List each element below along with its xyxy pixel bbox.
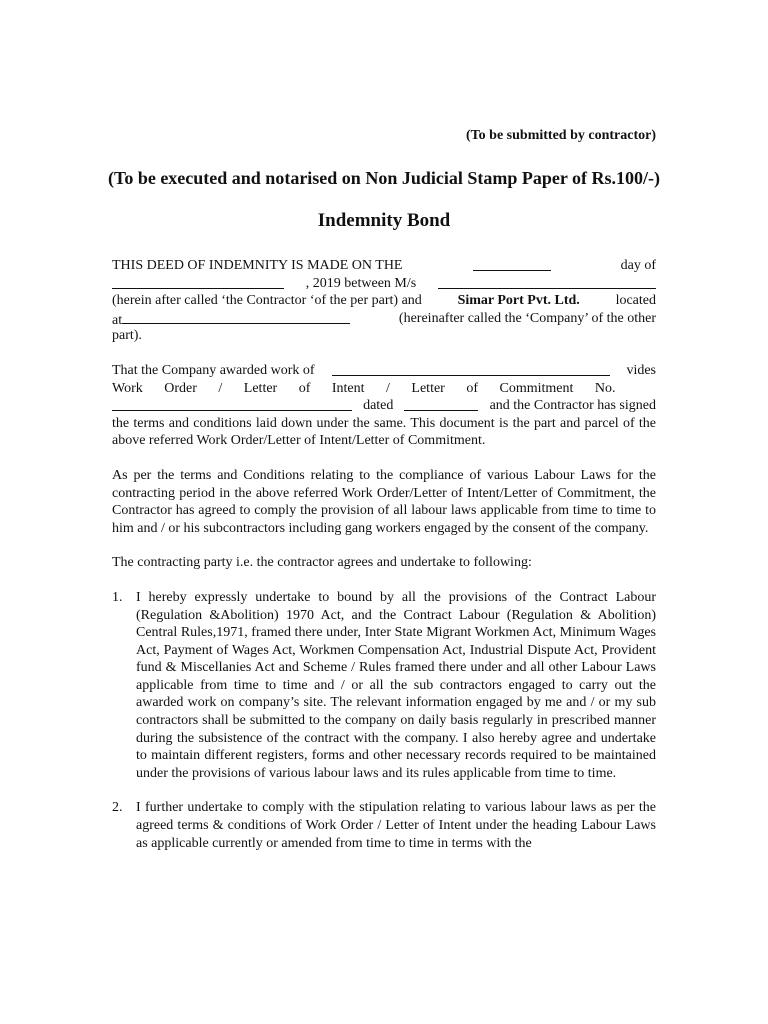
award-dated: dated	[363, 398, 394, 414]
award-paragraph	[112, 362, 656, 450]
deed-line-2: , 2019 between M/s	[305, 275, 417, 291]
deed-line-5: part).	[112, 328, 142, 344]
year-blank	[112, 275, 284, 289]
award-line-2: Work Order / Letter of Intent / Letter of Commitment No.	[112, 380, 616, 396]
clause-item	[112, 589, 656, 783]
award-vides: vides	[626, 362, 656, 378]
deed-line-3: (herein after called ‘the Contractor ‘of the per part) and	[112, 293, 422, 309]
award-rest: the terms and conditions laid down under the same. This document is the part and parcel of the above referred Work Order/Letter of Intent/Letter of Commitment.	[112, 415, 656, 449]
deed-line-1: THIS DEED OF INDEMNITY IS MADE ON THE	[112, 258, 403, 273]
order-number-blank	[112, 397, 352, 411]
contractor-name-blank	[438, 275, 656, 289]
undertake-paragraph: The contracting party i.e. the contractor agrees and undertake to following:	[112, 555, 532, 571]
award-line-1: That the Company awarded work of	[112, 362, 315, 378]
document-title: Indemnity Bond	[317, 210, 451, 231]
undertaking-clauses	[112, 589, 656, 852]
document-body	[112, 257, 656, 869]
stamp-paper-note: (To be executed and notarised on Non Judicial Stamp Paper of Rs.100/-)	[107, 168, 661, 188]
award-signed: and the Contractor has signed	[489, 398, 656, 414]
deed-located: located	[615, 293, 656, 309]
clause-number: 2.	[112, 800, 123, 816]
clause-item	[112, 799, 656, 852]
deed-day-of: day of	[620, 258, 656, 273]
company-name: Simar Port Pvt. Ltd.	[457, 293, 580, 309]
address-blank	[122, 310, 350, 324]
clause-number: 1.	[112, 589, 123, 605]
clause-text: I hereby expressly undertake to bound by all the provisions of the Contract Labour (Regulation &Abolition) 1970 Act, and the Contract Labour (Regulation & Abolition) Central Rules,1971, framed there under, Inter State Migrant Workmen Act, Minimum Wages Act, Payment of Wages Act, Workmen Compensation Act, Industrial Dispute Act, Provident fund & Miscellanies Act and Scheme / Rules framed there under and all other Labour Laws applicable from time to time and / or all the sub contractors engaged to carry out the awarded work on company’s site. The relevant information engaged by me and / or my sub contractors shall be submitted to the company on daily basis regularly in prescribed manner during the subsistence of the contract with the company. I also hereby agree and undertake to maintain different registers, forms and other necessary records required to be maintained under the provisions of various labour laws and its rules applicable from time to time.	[136, 589, 656, 781]
deed-line-4: (hereinafter called the ‘Company’ of the other	[398, 310, 656, 326]
date-blank	[473, 257, 551, 271]
deed-paragraph	[112, 257, 656, 345]
order-date-blank	[404, 397, 478, 411]
work-description-blank	[332, 362, 610, 376]
deed-at: at	[112, 312, 123, 328]
submitted-by-note: (To be submitted by contractor)	[465, 128, 656, 143]
clause-text: I further undertake to comply with the stipulation relating to various labour laws as per the agreed terms & conditions of Work Order / Letter of Intent under the heading Labour Laws as applicable currently or amended from time to time in terms with the	[136, 800, 656, 851]
labour-law-paragraph: As per the terms and Conditions relating to the compliance of various Labour Laws for the contracting period in the above referred Work Order/Letter of Intent/Letter of Commitment, the Contractor has agreed to comply the provision of all labour laws applicable from time to time to him and / or his subcontractors including gang workers engaged by the consent of the company.	[112, 467, 656, 536]
